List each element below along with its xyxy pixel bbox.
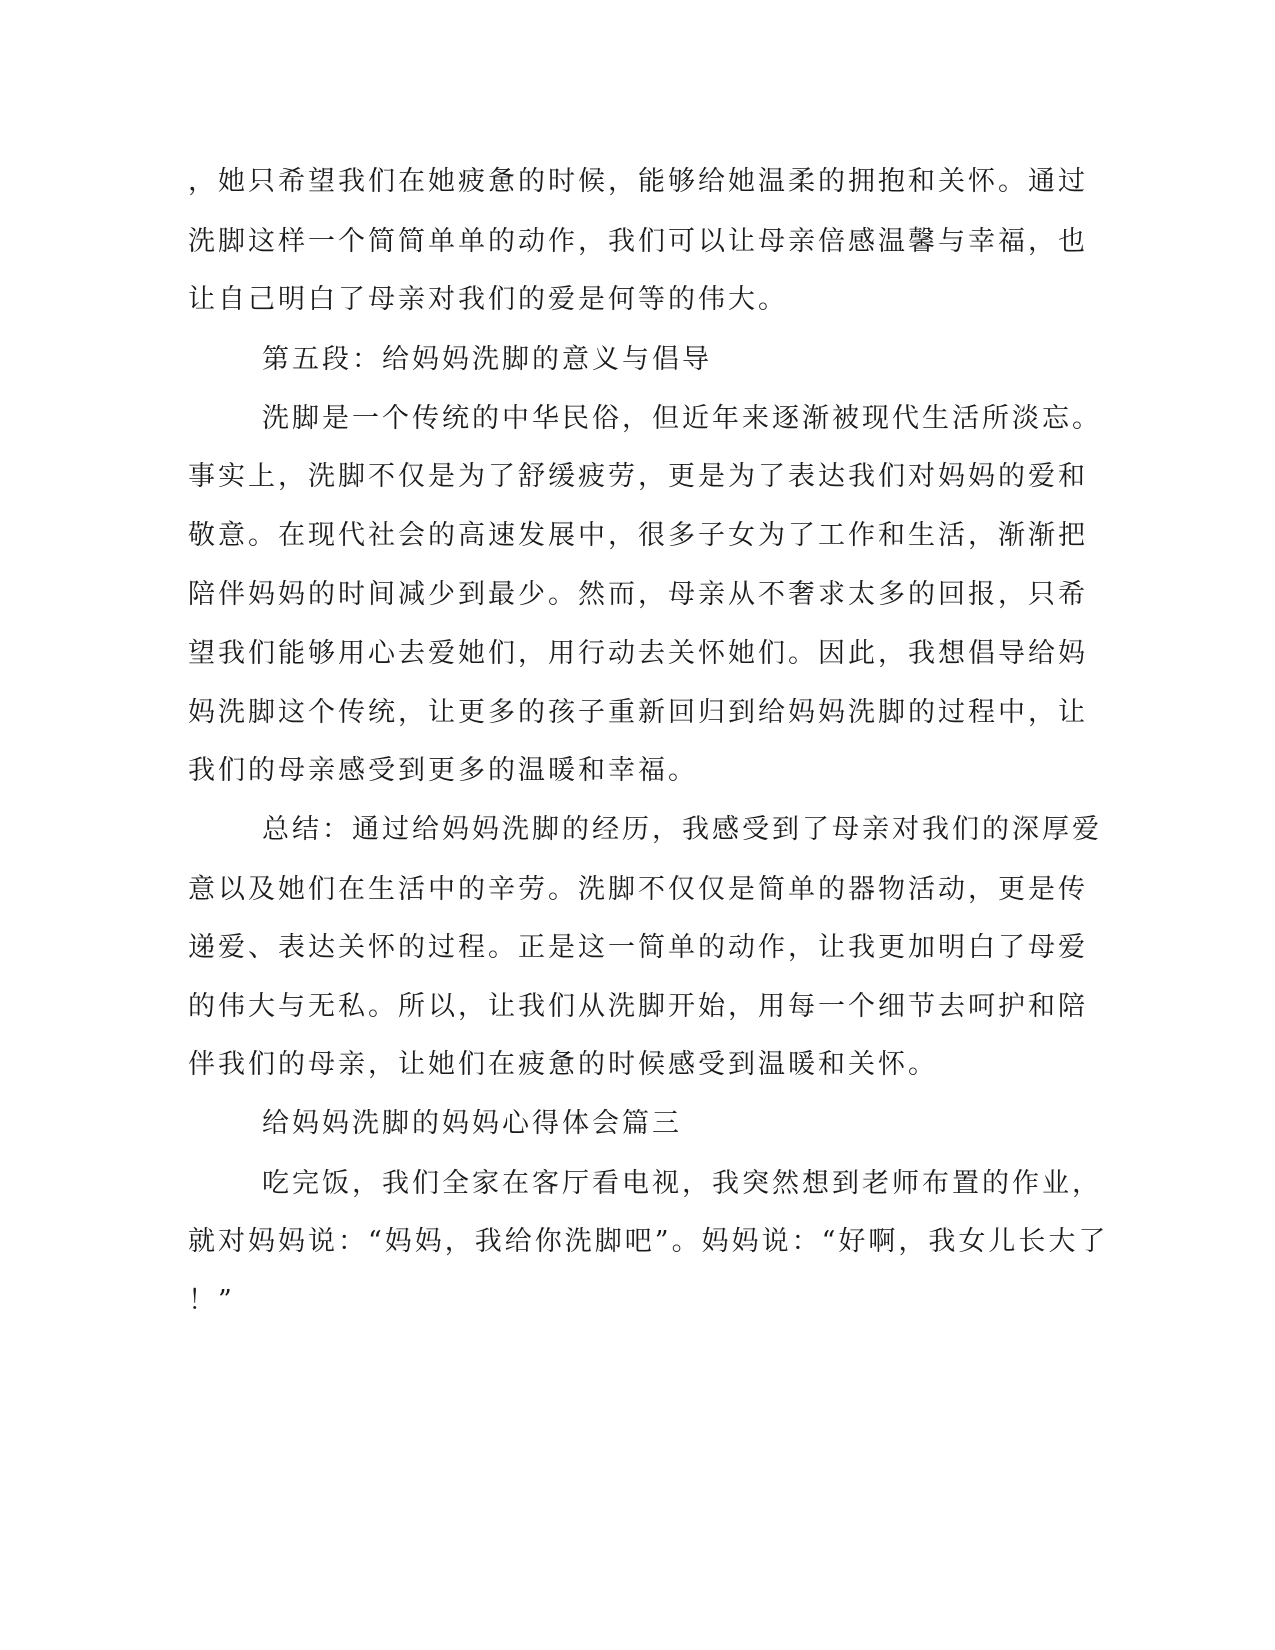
paragraph-line: 递爱、表达关怀的过程。正是这一简单的动作，让我更加明白了母爱 [188, 932, 1088, 963]
section-heading: 给妈妈洗脚的妈妈心得体会篇三 [262, 1108, 682, 1139]
paragraph-line: 就对妈妈说：“妈妈，我给你洗脚吧”。妈妈说：“好啊，我女儿长大了 [188, 1226, 1109, 1257]
paragraph-line: 的伟大与无私。所以，让我们从洗脚开始，用每一个细节去呵护和陪 [188, 991, 1088, 1022]
paragraph-line: 望我们能够用心去爱她们，用行动去关怀她们。因此，我想倡导给妈 [188, 638, 1088, 669]
paragraph-line: 让自己明白了母亲对我们的爱是何等的伟大。 [188, 284, 788, 315]
paragraph-line: 总结：通过给妈妈洗脚的经历，我感受到了母亲对我们的深厚爱 [262, 814, 1102, 845]
section-heading: 第五段：给妈妈洗脚的意义与倡导 [262, 344, 712, 375]
paragraph-line: 敬意。在现代社会的高速发展中，很多子女为了工作和生活，渐渐把 [188, 520, 1088, 551]
paragraph-line: 伴我们的母亲，让她们在疲惫的时候感受到温暖和关怀。 [188, 1049, 938, 1080]
paragraph-line: 陪伴妈妈的时间减少到最少。然而，母亲从不奢求太多的回报，只希 [188, 579, 1088, 610]
paragraph-line: 洗脚这样一个简简单单的动作，我们可以让母亲倍感温馨与幸福，也 [188, 226, 1088, 257]
paragraph-line: 意以及她们在生活中的辛劳。洗脚不仅仅是简单的器物活动，更是传 [188, 874, 1088, 905]
paragraph-line: ！” [188, 1285, 235, 1316]
paragraph-line: 事实上，洗脚不仅是为了舒缓疲劳，更是为了表达我们对妈妈的爱和 [188, 461, 1088, 492]
paragraph-line: ，她只希望我们在她疲惫的时候，能够给她温柔的拥抱和关怀。通过 [188, 166, 1088, 197]
paragraph-line: 妈洗脚这个传统，让更多的孩子重新回归到给妈妈洗脚的过程中，让 [188, 697, 1088, 728]
paragraph-line: 吃完饭，我们全家在客厅看电视，我突然想到老师布置的作业， [262, 1168, 1102, 1199]
paragraph-line: 洗脚是一个传统的中华民俗，但近年来逐渐被现代生活所淡忘。 [262, 403, 1102, 434]
paragraph-line: 我们的母亲感受到更多的温暖和幸福。 [188, 755, 698, 786]
